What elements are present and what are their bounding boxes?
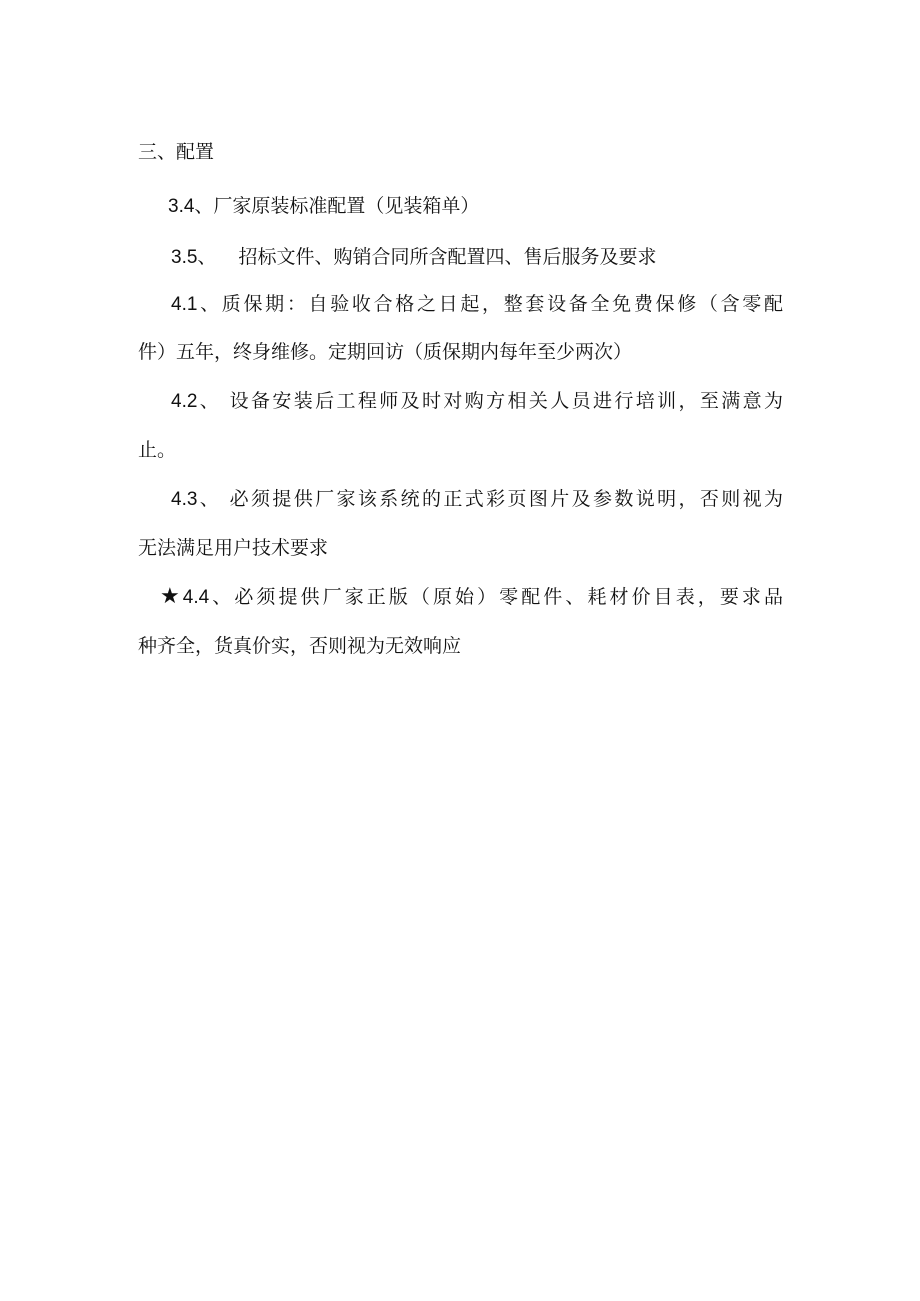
item-4-4-text-2: 种齐全，货真价实，否则视为无效响应 <box>138 635 462 657</box>
section-3-heading-text: 三、配置 <box>138 141 215 163</box>
item-4-3-line-2 <box>138 536 328 560</box>
item-4-1-text-2: 件）五年，终身维修。定期回访（质保期内每年至少两次） <box>138 341 633 363</box>
item-4-4-line-1 <box>160 585 783 610</box>
item-3-4 <box>168 194 479 219</box>
item-4-1-text-1: 、质保期：自验收合格之日起，整套设备全免费保修（含零配 <box>197 293 783 315</box>
item-4-1-line-2 <box>138 340 632 364</box>
item-4-3-text-1: 、 必须提供厂家该系统的正式彩页图片及参数说明，否则视为 <box>197 488 783 510</box>
item-4-2-line-1 <box>171 389 783 414</box>
item-4-2-line-2 <box>138 438 176 462</box>
item-3-5-number: 3.5 <box>171 247 198 268</box>
item-4-2-number: 4.2 <box>171 391 198 412</box>
star-icon: ★ <box>160 584 183 609</box>
section-3-heading <box>138 140 214 164</box>
item-4-3-line-1 <box>171 487 783 512</box>
item-3-4-number: 3.4 <box>168 196 195 217</box>
item-3-5-separator: 、 <box>197 246 217 268</box>
item-4-1-line-1 <box>171 292 783 317</box>
item-3-5 <box>171 245 656 270</box>
item-4-2-text-1: 、 设备安装后工程师及时对购方相关人员进行培训，至满意为 <box>197 390 783 412</box>
item-4-3-number: 4.3 <box>171 489 198 510</box>
item-4-1-number: 4.1 <box>171 294 198 315</box>
item-4-2-text-2: 止。 <box>138 439 177 461</box>
item-4-3-text-2: 无法满足用户技术要求 <box>138 537 329 559</box>
item-3-5-text: 招标文件、购销合同所含配置四、售后服务及要求 <box>238 246 657 268</box>
item-3-4-text: 、厂家原装标准配置（见装箱单） <box>194 195 480 217</box>
item-4-4-number: 4.4 <box>182 587 210 608</box>
item-4-4-line-2 <box>138 634 461 658</box>
item-4-4-text-1: 、必须提供厂家正版（原始）零配件、耗材价目表，要求品 <box>209 586 783 608</box>
